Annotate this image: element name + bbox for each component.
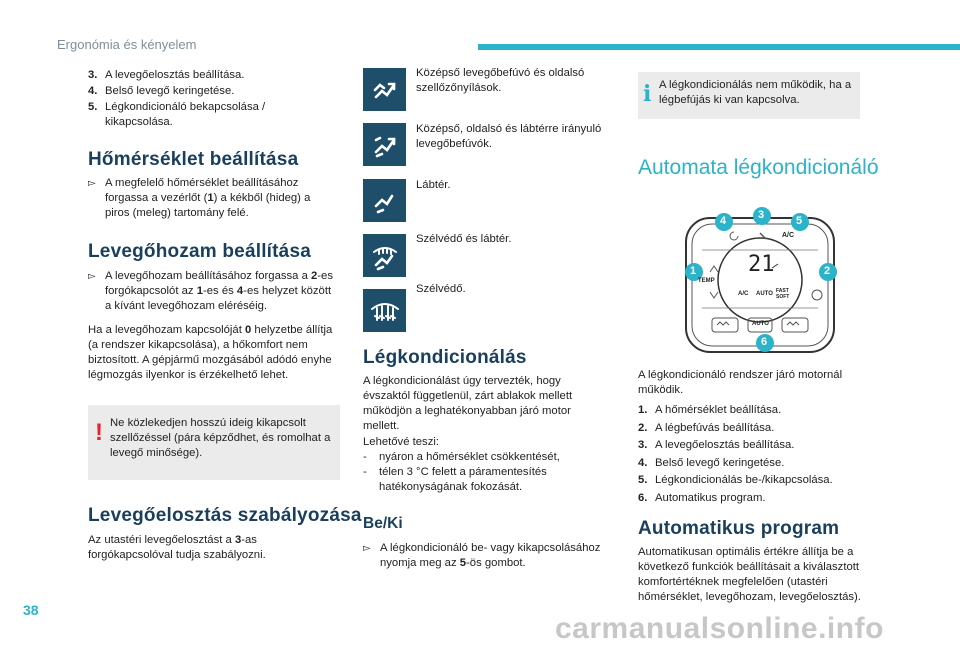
list-item: 3. A levegőelosztás beállítása.	[88, 69, 245, 81]
distribution-heading: Levegőelosztás szabályozása	[88, 505, 362, 526]
bullet-arrow-icon: ▻	[363, 543, 371, 554]
temperature-heading: Hőmérséklet beállítása	[88, 149, 299, 170]
panel-ac-top-label: A/C	[782, 232, 795, 239]
list-item: - télen 3 °C felett a páramentesítés hatékonyságának fokozását.	[363, 466, 547, 493]
icon-label: Középső levegőbefúvó és oldalsó szellőzőnyílások.	[416, 67, 585, 94]
ac-control-panel-illustration	[672, 200, 848, 360]
footwell-icon	[363, 179, 406, 222]
info-icon: i	[643, 81, 652, 107]
panel-auto-label: AUTO	[756, 291, 773, 297]
ac-heading: Légkondicionálás	[363, 347, 527, 368]
auto-program-heading: Automatikus program	[638, 518, 840, 539]
distribution-paragraph: Az utastéri levegőelosztást a 3-as forgókapcsolóval tudja szabályozni.	[88, 534, 266, 561]
list-item: 1. A hőmérséklet beállítása.	[638, 404, 782, 416]
windscreen-icon	[363, 289, 406, 332]
panel-auto-button-label: AUTO	[752, 321, 769, 327]
list-item: 5. Légkondicionáló bekapcsolása / kikapcsolása.	[88, 101, 266, 128]
ac-enables: Lehetővé teszi:	[363, 436, 439, 448]
center-side-foot-vent-icon	[363, 123, 406, 166]
airflow-bullet: ▻ A levegőhozam beállításához forgassa a 2-es forgókapcsolót az 1-es és 4-es helyzet között a kívánt levegőhozam eléréséig.	[88, 270, 333, 312]
icon-label: Szélvédő.	[416, 283, 466, 295]
list-item: 2. A légbefúvás beállítása.	[638, 421, 775, 434]
onoff-bullet: ▻ A légkondicionáló be- vagy kikapcsolásához nyomja meg az 5-ös gombot.	[363, 542, 601, 569]
panel-fast-soft-label: FAST SOFT	[776, 288, 790, 300]
icon-label: Lábtér.	[416, 179, 451, 191]
icon-label: Középső, oldalsó és lábtérre irányuló levegőbefúvók.	[416, 123, 602, 150]
list-item: - nyáron a hőmérséklet csökkentését,	[363, 451, 560, 463]
callout-2: 2	[824, 265, 831, 277]
callout-1: 1	[690, 265, 697, 277]
callout-6: 6	[761, 336, 768, 348]
list-item: 6. Automatikus program.	[638, 491, 766, 504]
header-accent-bar	[478, 44, 960, 50]
airflow-paragraph: Ha a levegőhozam kapcsolóját 0 helyzetbe állítja (a rendszer kikapcsolása), a hőkomfort nem biztosított. A gépjármű mozgásából adódó enyhe légmozgás ilyenkor is érzékelhető lehet.	[88, 324, 333, 381]
temperature-bullet: ▻ A megfelelő hőmérséklet beállításához forgassa a vezérlőt (1) a kékből (hideg) a piros (meleg) tartomány felé.	[88, 177, 311, 219]
warning-box	[88, 405, 340, 480]
ac-paragraph: A légkondicionálást úgy tervezték, hogy évszaktól függetlenül, zárt ablakok mellett működjön a leghatékonyabban járó motor mellett.	[363, 375, 573, 432]
center-vent-side-vent-icon	[363, 68, 406, 111]
auto-program-paragraph: Automatikusan optimális értékre állítja be a következő funkciók beállításait a kiválasztott komfortértéknek megfelelően (utastéri hőmérséklet, levegőhozam, levegőelosztás).	[638, 546, 861, 603]
panel-temp-label: TEMP	[698, 278, 715, 284]
panel-ac-bottom-label: A/C	[738, 291, 749, 297]
bullet-arrow-icon: ▻	[88, 178, 96, 189]
info-text: A légkondicionálás nem működik, ha a légbefújás ki van kapcsolva.	[659, 79, 852, 106]
callout-3: 3	[758, 209, 765, 221]
auto-ac-title: Automata légkondicionáló	[638, 156, 879, 179]
watermark: carmanualsonline.info	[555, 612, 884, 645]
icon-label: Szélvédő és lábtér.	[416, 233, 512, 245]
info-box	[638, 72, 860, 119]
warning-text: Ne közlekedjen hosszú ideig kikapcsolt szellőzéssel (pára képződhet, és romolhat a levegő minősége).	[110, 417, 331, 459]
ac-dash-list	[363, 450, 608, 495]
list-item: 4. Belső levegő keringetése.	[88, 85, 235, 97]
warning-icon: !	[95, 419, 103, 446]
list-item: 3. A levegőelosztás beállítása.	[638, 439, 795, 451]
callout-5: 5	[796, 215, 803, 227]
list-item: 4. Belső levegő keringetése.	[638, 456, 785, 469]
bullet-arrow-icon: ▻	[88, 271, 96, 282]
callout-4: 4	[720, 215, 727, 227]
windscreen-footwell-icon	[363, 234, 406, 277]
top-numbered-list	[88, 68, 328, 131]
auto-numbered-list	[638, 403, 878, 508]
section-header: Ergonómia és kényelem	[57, 37, 197, 52]
page-number: 38	[23, 602, 39, 618]
list-item: 5. Légkondicionálás be-/kikapcsolása.	[638, 474, 833, 486]
onoff-heading: Be/Ki	[363, 515, 403, 532]
panel-display: 21	[748, 252, 775, 277]
airflow-heading: Levegőhozam beállítása	[88, 241, 311, 262]
auto-intro: A légkondicionáló rendszer járó motornál működik.	[638, 369, 843, 396]
